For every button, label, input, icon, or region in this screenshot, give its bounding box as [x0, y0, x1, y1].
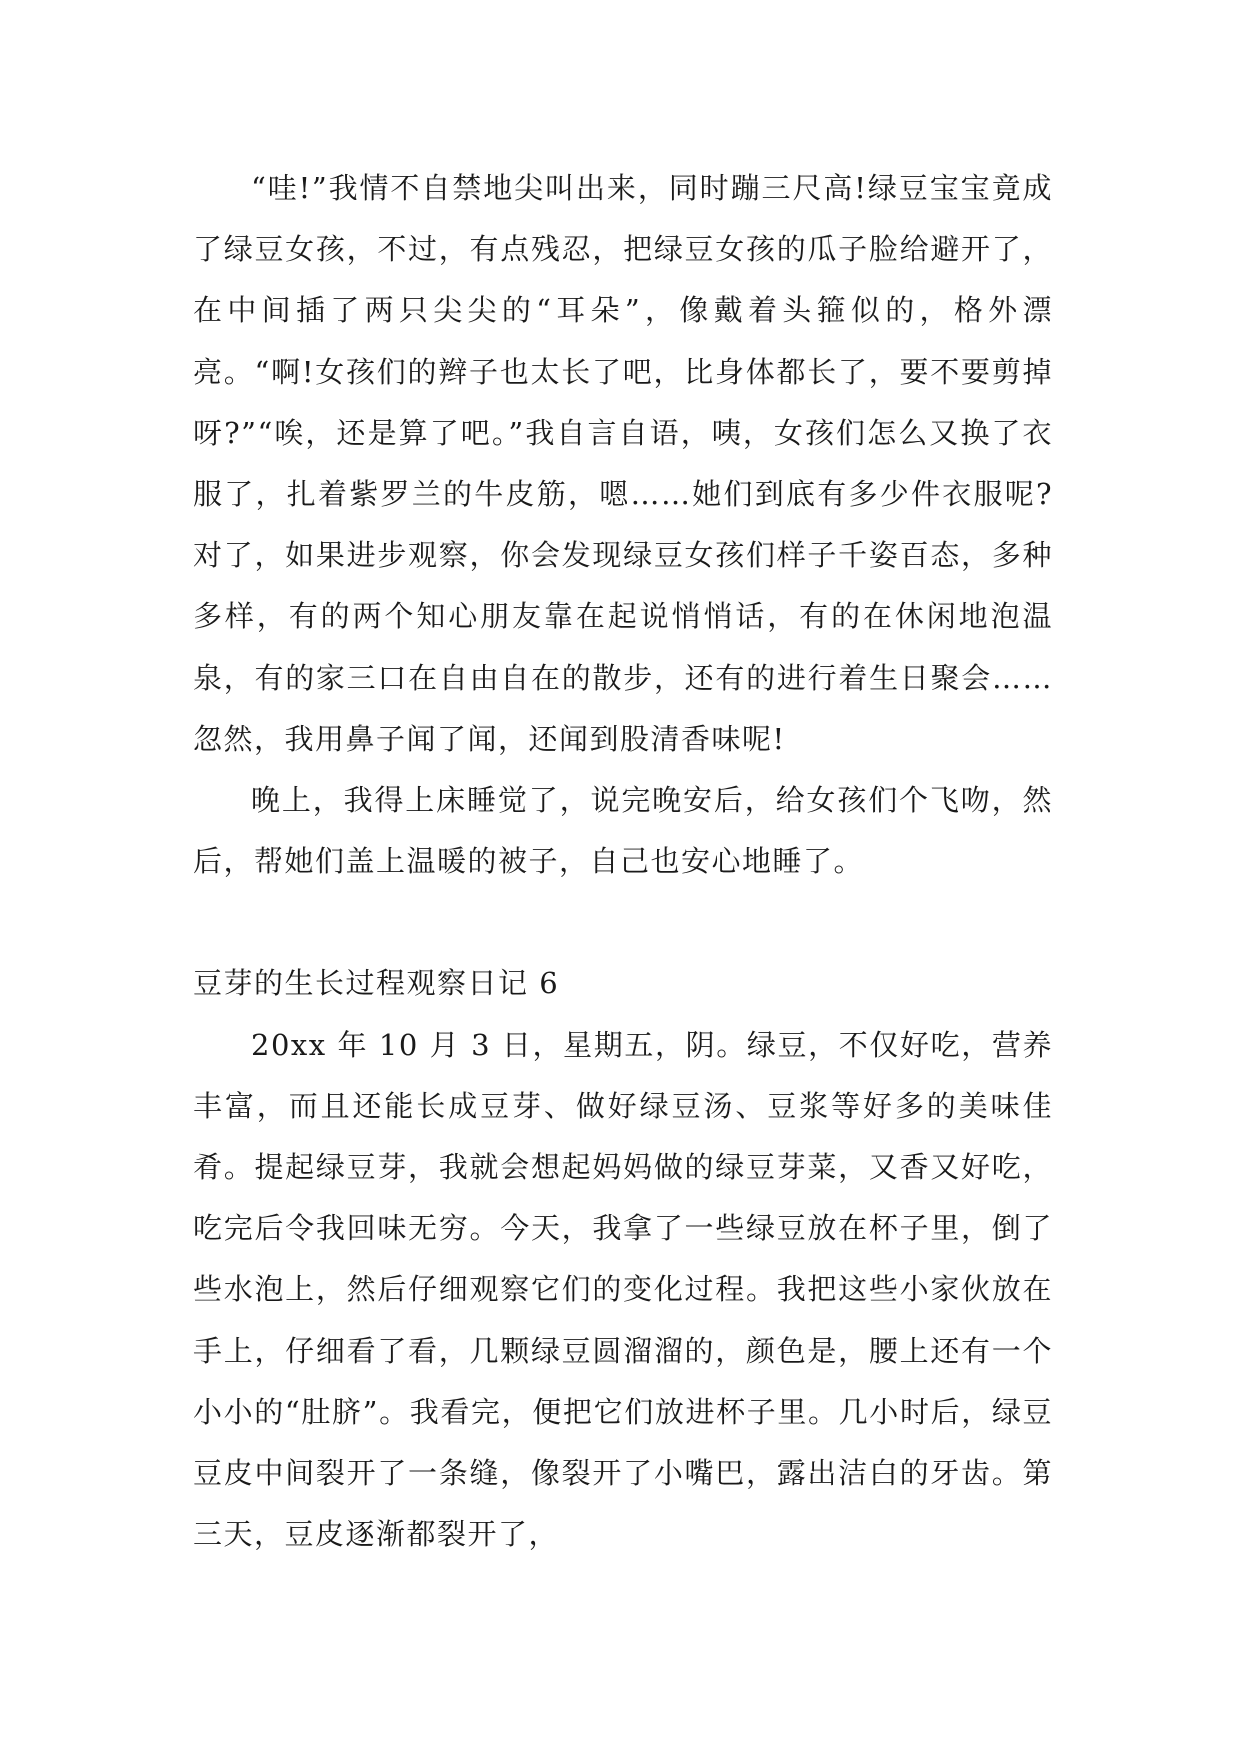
document-body: [193, 158, 1053, 1565]
paragraph-diary-entry: 20xx 年 10 月 3 日，星期五，阴。绿豆，不仅好吃，营养丰富，而且还能长成豆芽、做好绿豆汤、豆浆等好多的美味佳肴。提起绿豆芽，我就会想起妈妈做的绿豆芽菜，又香又好吃，吃完后令我回味无穷。今天，我拿了一些绿豆放在杯子里，倒了些水泡上，然后仔细观察它们的变化过程。我把这些小家伙放在手上，仔细看了看，几颗绿豆圆溜溜的，颜色是，腰上还有一个小小的“肚脐”。我看完，便把它们放进杯子里。几小时后，绿豆豆皮中间裂开了一条缝，像裂开了小嘴巴，露出洁白的牙齿。第三天，豆皮逐渐都裂开了，: [193, 1027, 1053, 1552]
paragraph-evening: 晚上，我得上床睡觉了，说完晚安后，给女孩们个飞吻，然后，帮她们盖上温暖的被子，自己也安心地睡了。: [193, 783, 1053, 879]
paragraph-wow: “哇!”我情不自禁地尖叫出来，同时蹦三尺高!绿豆宝宝竟成了绿豆女孩，不过，有点残忍，把绿豆女孩的瓜子脸给避开了，在中间插了两只尖尖的“耳朵”，像戴着头箍似的，格外漂亮。“啊!女孩们的辫子也太长了吧，比身体都长了，要不要剪掉呀?”“唉，还是算了吧。”我自言自语，咦，女孩们怎么又换了衣服了，扎着紫罗兰的牛皮筋，嗯……她们到底有多少件衣服呢?对了，如果进步观察，你会发现绿豆女孩们样子千姿百态，多种多样，有的两个知心朋友靠在起说悄悄话，有的在休闲地泡温泉，有的家三口在自由自在的散步，还有的进行着生日聚会……忽然，我用鼻子闻了闻，还闻到股清香味呢!: [193, 171, 1053, 756]
section-title: 豆芽的生长过程观察日记 6: [193, 966, 560, 1001]
